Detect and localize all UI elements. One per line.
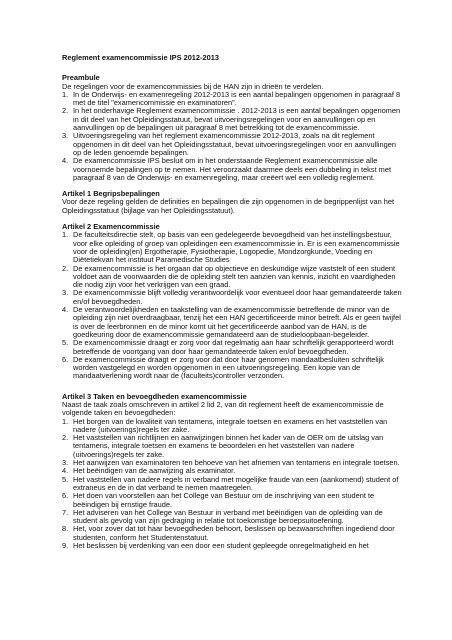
artikel-2-list [62,231,402,380]
artikel-2-heading: Artikel 2 Examencommissie [62,222,160,232]
document-title: Reglement examencommissie IPS 2012-2013 [62,53,219,62]
section-preambule [62,74,402,182]
list-number: 4. [62,156,69,166]
list-text: Uitvoeringsregeling van het reglement examencommissie 2012-2013, zoals na dit reglement opgenomen in dit deel van het Opleidingsstatuut, bevat uitvoeringsregelingen voor en aanvullingen op de leden genoemde bepalingen. [73,131,396,157]
list-item [62,289,402,306]
list-number: 1. [62,89,69,99]
list-text: Het adviseren van het College van Bestuur in verband met beëindigen van de opleiding van de student als gevolg van zijn gedraging in relatie tot toekomstige beroepsuitoefening. [73,507,383,526]
artikel-3-intro: Naast de taak zoals omschreven in artikel 2 lid 2, van dit reglement heeft de examencommissie de volgende taken en bevoegdheden: [62,399,384,418]
preambule-intro: De regelingen voor de examencommissies bij de HAN zijn in drieën te verdelen. [62,81,324,91]
section-artikel-3 [62,393,402,551]
list-text: Het beslissen bij verdenking van een door een student gepleegde onregelmatigheid en het [73,541,369,551]
list-text: De verantwoordelijkheden en taakstelling van de examencommissie betreffende de minor van de opleiding zijn niet overdraagbaar, tenzij het een HAN gecertificeerde minor betreft. Als er geen twijfel is over de leerbronnen en de minor komt uit het gecertificeerde aanbod van de HAN, is de goedkeuring door de examencommissie gemandateerd aan de studieloopbaan-begeleider. [73,305,401,339]
artikel-3-list [62,418,402,551]
list-number: 3. [62,131,69,141]
list-text: Het borgen van de kwaliteit van tentamens, integrale toetsen en examens en het vaststellen van nadere (uitvoerings)regels ter zake. [73,416,388,434]
list-item [62,476,402,493]
list-text: Het doen van voorstellen aan het College van Bestuur om de inschrijving van een student te beëindigen bij ernstige fraude. [73,491,375,509]
list-item [62,306,402,339]
list-text: In de Onderwijs- en examenregeling 2012-2013 is een aantal bepalingen opgenomen in paragraaf 8 met de titel "examencommissie en examinatoren". [73,89,401,108]
list-item [62,231,402,264]
artikel-1-heading: Artikel 1 Begripsbepalingen [62,189,160,199]
list-item [62,434,402,459]
list-item [62,91,402,108]
list-text: In het onderhavige Reglement examencommissie . 2012-2013 is een aantal bepalingen opgenomen in dit deel van het Opleidingsstatuut, bevat uitvoeringsregelingen voor en aanvullingen op en aanvullingen op de bepalingen uit paragraaf 8 met betrekking tot de examencommissie. [73,106,401,133]
list-item [62,339,402,356]
list-item [62,265,402,290]
section-artikel-1 [62,190,402,215]
list-text: De examencommissie draagt er zorg voor dat regelmatig aan haar schriftelijk gerapporteerd wordt betreffende de voortgang van door haar gemandateerde taken en/of bevoegdheden. [73,338,394,356]
list-number: 9. [62,541,69,551]
list-text: De examencommissie blijft volledig verantwoordelijk voor eventueel door haar gemandateerde taken en/of bevoegdheden. [73,288,402,306]
list-item [62,157,402,182]
document-content [62,54,402,550]
artikel-3-heading: Artikel 3 Taken en bevoegdheden examencommissie [62,391,247,401]
list-number: 2. [62,433,69,443]
list-number: 4. [62,466,69,476]
list-item [62,132,402,157]
list-number: 4. [62,305,69,315]
list-text: Het vaststellen van nadere regels in verband met mogelijke fraude van een (aankomend) student of extraneus en de in dat verband te nemen maatregelen. [73,474,399,492]
list-item [62,418,402,435]
list-number: 7. [62,507,69,517]
list-text: Het, voor zover dat tot haar bevoegdheden behoort, beslissen op bezwaarschriften ingediend door studenten, conform het Studentenstatuut. [73,524,395,542]
list-number: 5. [62,338,69,348]
list-item [62,107,402,132]
preambule-heading: Preambule [62,73,100,83]
list-item [62,509,402,526]
list-text: De examencommissie IPS besluit om in het onderstaande Reglement examencommissie alle voornoemde bepalingen op te nemen. Het veroorzaakt daarmee deels een dubbeling in tekst met paragraaf 8 van de Onderwijs- en examenregeling, maar creëert wel een volledig reglement. [73,156,391,182]
list-number: 1. [62,230,69,240]
list-number: 3. [62,458,69,468]
list-number: 6. [62,491,69,501]
list-item [62,492,402,509]
list-text: De examencommissie is het orgaan dat op objectieve en deskundige wijze vaststelt of een student voldoet aan de voorwaarden die de opleiding stelt ten aanzien van kennis, inzicht en vaardigheden die nodig zijn voor het verkrijgen van een graad. [73,263,396,290]
list-item [62,356,402,381]
list-item [62,525,402,542]
list-text: De examencommissie draagt er zorg voor dat door haar genomen mandaatbesluiten schriftelijk worden vastgelegd en worden opgenomen in een uitvoeringsregeling. Een kopie van de mandaatverlening wordt naar de (faculteits)controller verzonden. [73,354,384,381]
list-text: De faculteitsdirectie stelt, op basis van een gedelegeerde bevoegdheid van het instellingsbestuur, voor elke opleiding of groep van opleidingen een examencommissie in. Er is een examencommissie voor de opleiding(en) Ergotherapie, Fysiotherapie, Logopedie, Mondzorgkunde, Voeding en Diëtetiekvan het instituut Paramedische Studies [73,230,400,265]
preambule-list [62,91,402,182]
list-number: 3. [62,288,69,298]
list-number: 2. [62,263,69,273]
list-item [62,542,402,550]
list-text: Het aanwijzen van examinatoren ten behoeve van het afnemen van tentamens en integrale toetsen. [73,458,400,468]
list-number: 5. [62,474,69,484]
section-artikel-2 [62,223,402,381]
list-text: Het beëindigen van de aanwijzing als examinator. [73,466,236,476]
list-number: 2. [62,106,69,116]
list-number: 8. [62,524,69,534]
list-text: Het vaststellen van richtlijnen en aanwijzingen binnen het kader van de OER om de uitslag van tentamens, integrale toetsen en examens te beoordelen en het vaststellen van nadere (uitvoerings)regels ter zake. [73,433,384,459]
list-number: 1. [62,416,69,426]
artikel-1-text: Voor deze regeling gelden de definities en bepalingen die zijn opgenomen in de begrippenlijst van het Opleidingsstatuut (bijlage van het Opleidingsstatuut). [62,197,395,215]
list-number: 6. [62,354,69,364]
